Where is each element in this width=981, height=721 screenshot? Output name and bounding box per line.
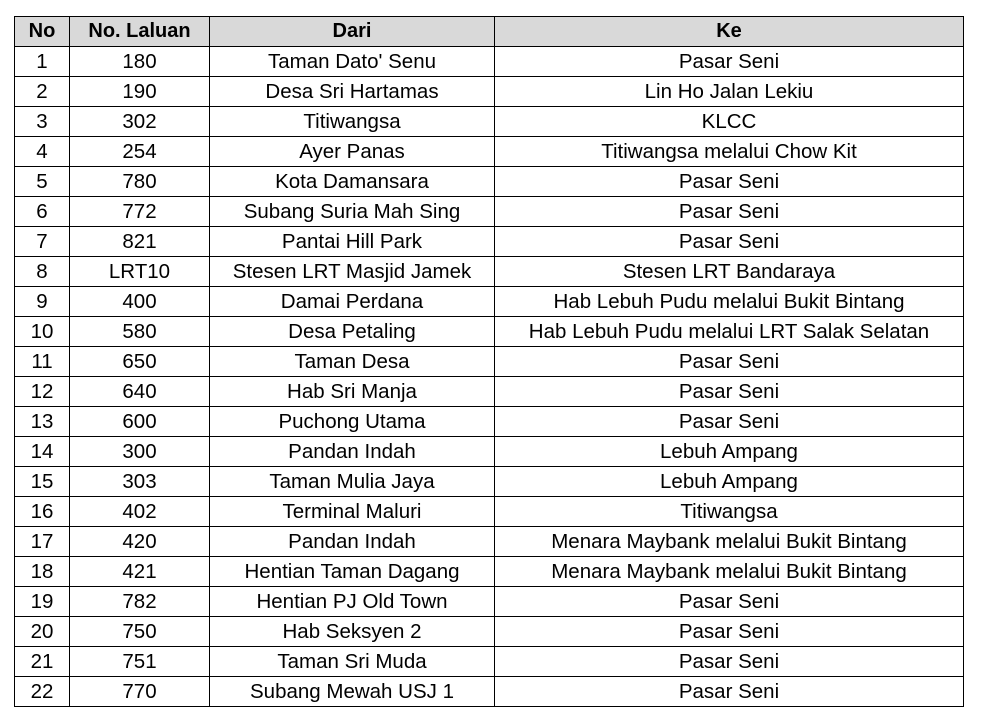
cell-route-number: 750 xyxy=(70,617,210,647)
cell-route-number: 821 xyxy=(70,227,210,257)
cell-route-number: 770 xyxy=(70,677,210,707)
cell-from: Pantai Hill Park xyxy=(210,227,495,257)
cell-route-number: 751 xyxy=(70,647,210,677)
table-row xyxy=(15,377,964,407)
cell-to: Titiwangsa melalui Chow Kit xyxy=(495,137,964,167)
cell-no: 4 xyxy=(15,137,70,167)
table-row xyxy=(15,407,964,437)
table-row xyxy=(15,167,964,197)
table-row xyxy=(15,137,964,167)
cell-to: Pasar Seni xyxy=(495,407,964,437)
cell-no: 1 xyxy=(15,47,70,77)
cell-route-number: 254 xyxy=(70,137,210,167)
cell-no: 9 xyxy=(15,287,70,317)
cell-to: Lebuh Ampang xyxy=(495,467,964,497)
table-row xyxy=(15,107,964,137)
cell-from: Stesen LRT Masjid Jamek xyxy=(210,257,495,287)
cell-from: Subang Mewah USJ 1 xyxy=(210,677,495,707)
cell-route-number: 402 xyxy=(70,497,210,527)
cell-from: Terminal Maluri xyxy=(210,497,495,527)
table-row xyxy=(15,257,964,287)
cell-no: 2 xyxy=(15,77,70,107)
cell-to: Titiwangsa xyxy=(495,497,964,527)
cell-from: Taman Desa xyxy=(210,347,495,377)
table-row xyxy=(15,677,964,707)
cell-no: 8 xyxy=(15,257,70,287)
cell-route-number: 782 xyxy=(70,587,210,617)
cell-from: Ayer Panas xyxy=(210,137,495,167)
cell-no: 14 xyxy=(15,437,70,467)
table-row xyxy=(15,347,964,377)
header-row xyxy=(15,17,964,47)
table-row xyxy=(15,497,964,527)
cell-route-number: 190 xyxy=(70,77,210,107)
cell-from: Hab Sri Manja xyxy=(210,377,495,407)
cell-from: Puchong Utama xyxy=(210,407,495,437)
cell-route-number: 650 xyxy=(70,347,210,377)
cell-to: Hab Lebuh Pudu melalui Bukit Bintang xyxy=(495,287,964,317)
cell-no: 15 xyxy=(15,467,70,497)
cell-no: 20 xyxy=(15,617,70,647)
header-from: Dari xyxy=(210,17,495,47)
cell-no: 21 xyxy=(15,647,70,677)
table-row xyxy=(15,617,964,647)
table-row xyxy=(15,587,964,617)
cell-from: Titiwangsa xyxy=(210,107,495,137)
cell-from: Taman Sri Muda xyxy=(210,647,495,677)
cell-route-number: 303 xyxy=(70,467,210,497)
cell-route-number: 420 xyxy=(70,527,210,557)
header-no: No xyxy=(15,17,70,47)
cell-to: Lin Ho Jalan Lekiu xyxy=(495,77,964,107)
cell-from: Hentian PJ Old Town xyxy=(210,587,495,617)
cell-to: Pasar Seni xyxy=(495,47,964,77)
table-row xyxy=(15,527,964,557)
cell-to: Stesen LRT Bandaraya xyxy=(495,257,964,287)
table-row xyxy=(15,287,964,317)
cell-no: 6 xyxy=(15,197,70,227)
cell-to: KLCC xyxy=(495,107,964,137)
table-row xyxy=(15,197,964,227)
cell-from: Damai Perdana xyxy=(210,287,495,317)
cell-from: Pandan Indah xyxy=(210,527,495,557)
cell-to: Pasar Seni xyxy=(495,197,964,227)
cell-to: Menara Maybank melalui Bukit Bintang xyxy=(495,557,964,587)
cell-route-number: 780 xyxy=(70,167,210,197)
cell-from: Taman Dato' Senu xyxy=(210,47,495,77)
cell-route-number: 640 xyxy=(70,377,210,407)
cell-route-number: 302 xyxy=(70,107,210,137)
cell-to: Pasar Seni xyxy=(495,647,964,677)
table-row xyxy=(15,467,964,497)
cell-to: Pasar Seni xyxy=(495,377,964,407)
header-to: Ke xyxy=(495,17,964,47)
cell-route-number: 772 xyxy=(70,197,210,227)
cell-to: Hab Lebuh Pudu melalui LRT Salak Selatan xyxy=(495,317,964,347)
cell-to: Menara Maybank melalui Bukit Bintang xyxy=(495,527,964,557)
cell-route-number: 300 xyxy=(70,437,210,467)
cell-from: Subang Suria Mah Sing xyxy=(210,197,495,227)
cell-from: Hentian Taman Dagang xyxy=(210,557,495,587)
cell-no: 10 xyxy=(15,317,70,347)
cell-route-number: LRT10 xyxy=(70,257,210,287)
table-row xyxy=(15,437,964,467)
cell-to: Pasar Seni xyxy=(495,167,964,197)
cell-route-number: 400 xyxy=(70,287,210,317)
table-row xyxy=(15,647,964,677)
cell-from: Desa Sri Hartamas xyxy=(210,77,495,107)
table-row xyxy=(15,557,964,587)
route-table xyxy=(14,16,964,707)
cell-to: Pasar Seni xyxy=(495,677,964,707)
cell-route-number: 421 xyxy=(70,557,210,587)
cell-route-number: 580 xyxy=(70,317,210,347)
cell-no: 16 xyxy=(15,497,70,527)
cell-route-number: 180 xyxy=(70,47,210,77)
table-body xyxy=(15,47,964,707)
cell-from: Taman Mulia Jaya xyxy=(210,467,495,497)
cell-no: 11 xyxy=(15,347,70,377)
cell-no: 22 xyxy=(15,677,70,707)
table-row xyxy=(15,77,964,107)
cell-to: Pasar Seni xyxy=(495,227,964,257)
header-route-number: No. Laluan xyxy=(70,17,210,47)
cell-route-number: 600 xyxy=(70,407,210,437)
cell-no: 19 xyxy=(15,587,70,617)
cell-no: 18 xyxy=(15,557,70,587)
cell-to: Pasar Seni xyxy=(495,347,964,377)
cell-no: 17 xyxy=(15,527,70,557)
cell-no: 12 xyxy=(15,377,70,407)
cell-from: Hab Seksyen 2 xyxy=(210,617,495,647)
cell-no: 3 xyxy=(15,107,70,137)
table-row xyxy=(15,227,964,257)
table-header xyxy=(15,17,964,47)
cell-no: 13 xyxy=(15,407,70,437)
cell-no: 5 xyxy=(15,167,70,197)
cell-to: Pasar Seni xyxy=(495,617,964,647)
table-row xyxy=(15,47,964,77)
cell-from: Kota Damansara xyxy=(210,167,495,197)
cell-from: Desa Petaling xyxy=(210,317,495,347)
cell-to: Pasar Seni xyxy=(495,587,964,617)
cell-no: 7 xyxy=(15,227,70,257)
cell-to: Lebuh Ampang xyxy=(495,437,964,467)
cell-from: Pandan Indah xyxy=(210,437,495,467)
table-row xyxy=(15,317,964,347)
